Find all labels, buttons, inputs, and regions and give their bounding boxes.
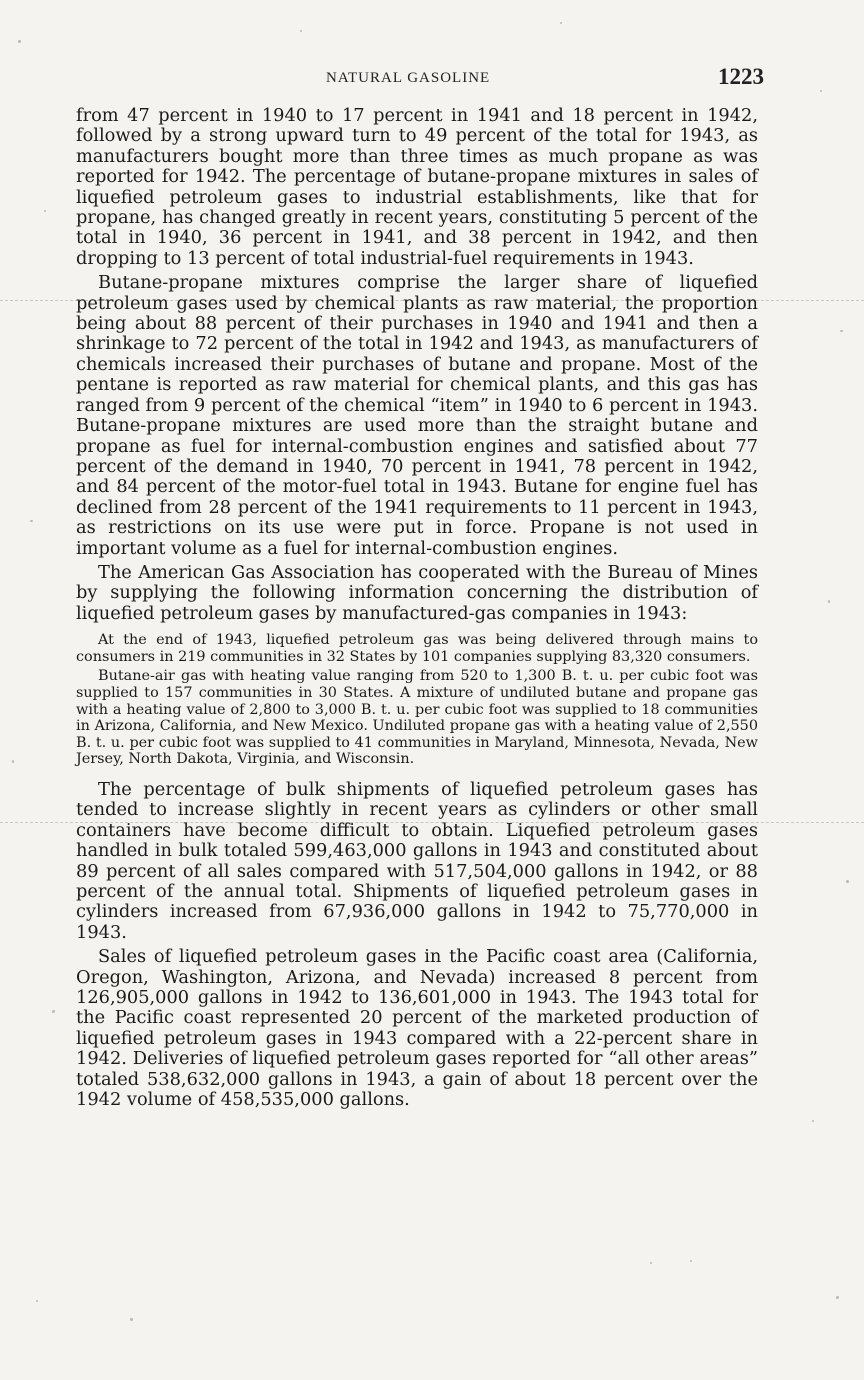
scan-speck bbox=[52, 1010, 55, 1013]
scan-speck bbox=[300, 30, 302, 32]
scan-speck bbox=[18, 40, 21, 43]
scan-speck bbox=[30, 520, 33, 522]
paragraph: The American Gas Association has cooperated with the Bureau of Mines by supplying the following information concerning the distribution of liquefied petroleum gases by manufactured-gas companies in 1943: bbox=[76, 561, 758, 624]
quote-paragraph: At the end of 1943, liquefied petroleum gas was being delivered through mains to consumers in 219 communities in 32 States by 101 companies supplying 83,320 consumers. bbox=[76, 632, 758, 665]
scan-speck bbox=[836, 1296, 839, 1299]
scan-speck bbox=[690, 1260, 692, 1262]
scan-speck bbox=[820, 90, 822, 92]
scan-speck bbox=[130, 1318, 133, 1321]
paragraph: Sales of liquefied petroleum gases in the Pacific coast area (California, Oregon, Washington, Arizona, and Nevada) increased 8 percent from 126,905,000 gallons in 1942 to 136,601,000 in 1943. The 1943 total for the Pacific coast represented 20 percent of the marketed production of liquefied petroleum gases in 1943 compared with a 22-percent share in 1942. Deliveries of liquefied petroleum gases reported for “all other areas” totaled 538,632,000 gallons in 1943, a gain of about 18 percent over the 1942 volume of 458,535,000 gallons. bbox=[76, 946, 758, 1110]
paragraph: The percentage of bulk shipments of liquefied petroleum gases has tended to increase slightly in recent years as cylinders or other small containers have become difficult to obtain. Liquefied petroleum gases handled in bulk totaled 599,463,000 gallons in 1943 and constituted about 89 percent of all sales compared with 517,504,000 gallons in 1942, or 88 percent of the annual total. Shipments of liquefied petroleum gases in cylinders increased from 67,936,000 gallons in 1942 to 75,770,000 in 1943. bbox=[76, 778, 758, 943]
scan-speck bbox=[828, 600, 830, 603]
scan-speck bbox=[44, 210, 46, 212]
quote-paragraph: Butane-air gas with heating value ranging from 520 to 1,300 B. t. u. per cubic foot was supplied to 157 communities in 30 States. A mixture of undiluted butane and propane gas with a heating value of 2,800 to 3,000 B. t. u. per cubic foot was supplied to 18 communities in Arizona, California, and New Mexico. Undiluted propane gas with a heating value of 2,550 B. t. u. per cubic foot was supplied to 41 communities in Maryland, Minnesota, Nevada, New Jersey, North Dakota, Virginia, and Wisconsin. bbox=[76, 668, 758, 768]
running-head: NATURAL GASOLINE bbox=[326, 70, 491, 86]
scan-speck bbox=[650, 1262, 652, 1264]
scan-speck bbox=[840, 330, 843, 332]
paragraph: from 47 percent in 1940 to 17 percent in 1941 and 18 percent in 1942, followed by a strong upward turn to 49 percent of the total for 1943, as manufacturers bought more than three times as much propane as was reported for 1942. The percentage of butane-propane mixtures in sales of liquefied petroleum gases to industrial establishments, like that for propane, has changed greatly in recent years, constituting 5 percent of the total in 1940, 36 percent in 1941, and 38 percent in 1942, and then dropping to 13 percent of total industrial-fuel requirements in 1943. bbox=[76, 105, 758, 269]
body-text bbox=[76, 106, 758, 1114]
scan-speck bbox=[560, 22, 562, 24]
paragraph: Butane-propane mixtures comprise the larger share of liquefied petroleum gases used by chemical plants as raw material, the proportion being about 88 percent of their purchases in 1940 and 1941 and then a shrinkage to 72 percent of the total in 1942 and 1943, as manufacturers of chemicals increased their purchases of butane and propane. Most of the pentane is reported as raw material for chemical plants, and this gas has ranged from 9 percent of the chemical “item” in 1940 to 6 percent in 1943. Butane-propane mixtures are used more than the straight butane and propane as fuel for internal-combustion engines and satisfied about 77 percent of the demand in 1940, 70 percent in 1941, 78 percent in 1942, and 84 percent of the motor-fuel total in 1943. Butane for engine fuel has declined from 28 percent of the 1941 requirements to 11 percent in 1943, as restrictions on its use were put in force. Propane is not used in important volume as a fuel for internal-combustion engines. bbox=[76, 272, 758, 559]
quoted-extract bbox=[76, 632, 758, 768]
scan-speck bbox=[36, 1300, 38, 1302]
page-header bbox=[76, 64, 764, 94]
scan-speck bbox=[12, 760, 14, 763]
page-number: 1223 bbox=[718, 64, 764, 89]
scan-speck bbox=[812, 1120, 814, 1122]
scan-speck bbox=[846, 880, 849, 883]
